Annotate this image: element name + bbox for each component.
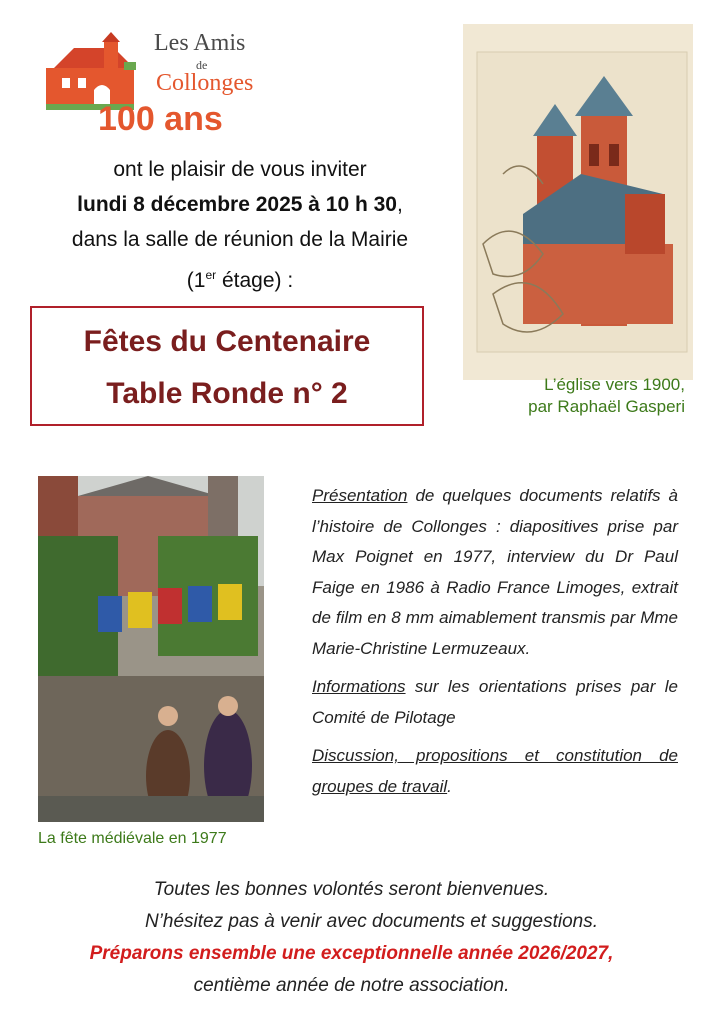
logo-line-les-amis: Les Amis	[154, 30, 246, 56]
agenda-item-informations: Informations sur les orientations prises par le Comité de Pilotage	[312, 677, 678, 727]
footer-line-1: Toutes les bonnes volontés seront bienvenues.	[153, 879, 550, 900]
footer-line-4: centième année de notre association.	[193, 975, 510, 996]
agenda-item-presentation: Présentation de quelques documents relatifs à l’histoire de Collonges : diapositives prise par Max Poignet en 1977, interview du Dr Paul Faige en 1986 à Radio France Limoges, extrait de film en 8 mm aimablement transmis par Mme Marie-Christine Lermuzeaux.	[312, 486, 678, 658]
association-logo	[44, 28, 274, 140]
event-subtitle: Table Ronde n° 2	[106, 377, 348, 410]
agenda-item-discussion: Discussion, propositions et constitution de groupes de travail.	[312, 746, 678, 796]
logo-100-ans: 100 ans	[98, 100, 223, 138]
invite-line-4: (1er étage) :	[186, 268, 294, 292]
event-title-box	[30, 306, 424, 426]
logo-line-de: de	[196, 58, 208, 72]
footer-line-2: N’hésitez pas à venir avec documents et suggestions.	[144, 911, 599, 932]
logo-line-collonges: Collonges	[156, 70, 254, 96]
church-drawing-icon	[463, 24, 693, 380]
invite-line-3: dans la salle de réunion de la Mairie	[71, 228, 409, 251]
church-caption: L’église vers 1900, par Raphaël Gasperi	[528, 375, 685, 416]
agenda-text	[312, 481, 678, 810]
footer-highlight: Préparons ensemble une exceptionnelle année 2026/2027,	[89, 943, 614, 964]
festival-caption: La fête médiévale en 1977	[38, 830, 227, 847]
church-illustration	[463, 24, 693, 380]
invite-date: lundi 8 décembre 2025 à 10 h 30	[77, 193, 397, 216]
festival-scene-icon	[38, 476, 264, 822]
medieval-festival-photo	[38, 476, 264, 822]
invite-line-2: lundi 8 décembre 2025 à 10 h 30,	[77, 193, 403, 216]
invite-line-1: ont le plaisir de vous inviter	[113, 158, 367, 181]
event-title: Fêtes du Centenaire	[83, 325, 371, 358]
